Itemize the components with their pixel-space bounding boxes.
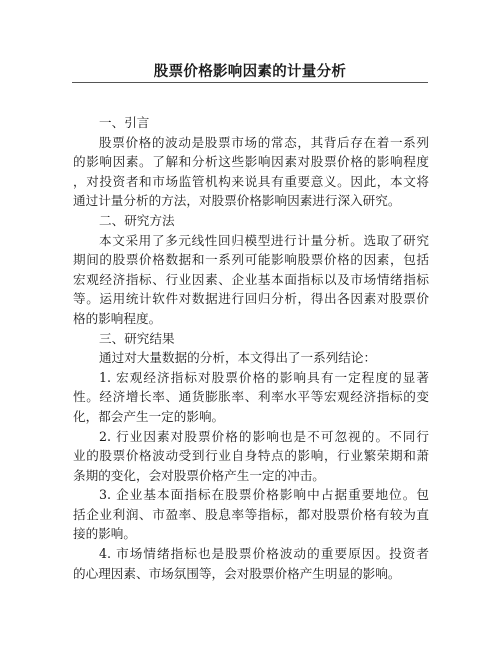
- text-line: 一、引言: [99, 115, 150, 130]
- text-line: 接的影响。: [73, 526, 136, 542]
- document-title: 股票价格影响因素的计量分析: [153, 64, 347, 80]
- text-line: 股票价格的波动是股票市场的常态，其背后存在着一系列: [99, 134, 429, 150]
- text-line: 本文采用了多元线性回归模型进行计量分析。选取了研究: [99, 232, 429, 248]
- text-line: 期间的股票价格数据和一系列可能影响股票价格的因素，包括: [73, 252, 429, 268]
- text-line: 化，都会产生一定的影响。: [73, 408, 225, 424]
- text-line: 性。经济增长率、通货膨胀率、利率水平等宏观经济指标的变: [73, 389, 429, 405]
- text-line: 的影响因素。了解和分析这些影响因素对股票价格的影响程度: [73, 154, 429, 170]
- text-line: 等。运用统计软件对数据进行回归分析，得出各因素对股票价: [73, 291, 429, 307]
- text-line: 业的股票价格波动受到行业自身特点的影响，行业繁荣期和萧: [73, 448, 429, 464]
- text-line: 4. 市场情绪指标也是股票价格波动的重要原因。投资者: [99, 546, 429, 562]
- text-line: ，对投资者和市场监管机构来说具有重要意义。因此，本文将: [73, 173, 429, 189]
- text-line: 条期的变化，会对股票价格产生一定的冲击。: [73, 467, 325, 483]
- document-body: [73, 113, 429, 583]
- text-line: 格的影响程度。: [73, 310, 162, 326]
- text-line: 通过对大量数据的分析，本文得出了一系列结论：: [99, 350, 377, 366]
- text-line: 1. 宏观经济指标对股票价格的影响具有一定程度的显著: [99, 369, 429, 385]
- text-line: 通过计量分析的方法，对股票价格影响因素进行深入研究。: [73, 193, 401, 209]
- text-line: 3. 企业基本面指标在股票价格影响中占据重要地位。包: [99, 487, 429, 503]
- text-line: 2. 行业因素对股票价格的影响也是不可忽视的。不同行: [99, 428, 429, 444]
- text-line: 二、研究方法: [99, 212, 175, 228]
- text-line: 的心理因素、市场氛围等，会对股票价格产生明显的影响。: [73, 565, 401, 581]
- title-rule: [72, 82, 428, 83]
- text-line: 宏观经济指标、行业因素、企业基本面指标以及市场情绪指标: [73, 271, 429, 287]
- text-line: 三、研究结果: [99, 330, 175, 346]
- text-line: 括企业利润、市盈率、股息率等指标，都对股票价格有较为直: [73, 506, 429, 522]
